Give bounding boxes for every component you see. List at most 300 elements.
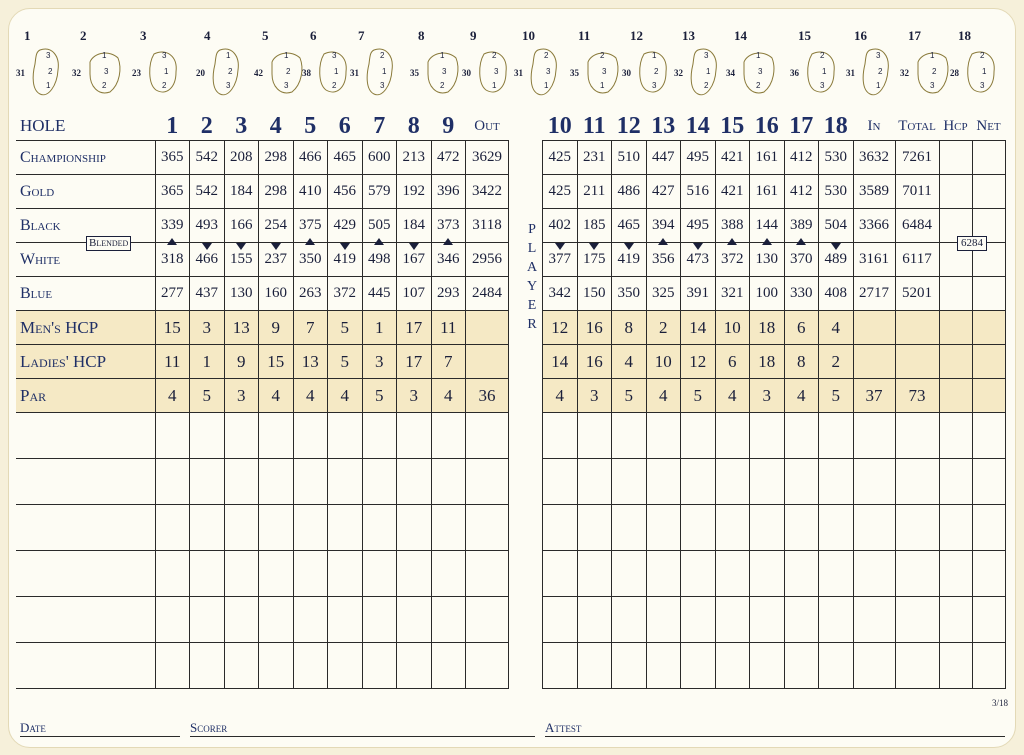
score-cell[interactable] [715, 551, 750, 597]
score-cell[interactable] [895, 459, 939, 505]
score-cell[interactable] [259, 643, 294, 689]
score-cell[interactable] [819, 597, 854, 643]
score-cell[interactable] [972, 551, 1005, 597]
score-cell[interactable] [190, 643, 225, 689]
score-cell[interactable] [543, 413, 578, 459]
score-cell[interactable] [328, 459, 363, 505]
score-cell[interactable] [224, 597, 259, 643]
score-cell[interactable] [259, 551, 294, 597]
score-cell[interactable] [155, 551, 190, 597]
green-hole-number: 6 [310, 28, 317, 43]
score-cell[interactable] [750, 505, 785, 551]
green-shape-icon [364, 44, 400, 102]
player-name-cell[interactable] [16, 505, 155, 551]
hole-value: 465 [612, 209, 647, 243]
score-cell[interactable] [466, 459, 509, 505]
score-cell[interactable] [646, 505, 681, 551]
hole-value: 391 [681, 277, 716, 311]
score-cell[interactable] [939, 413, 972, 459]
player-name-cell[interactable] [16, 643, 155, 689]
green-depth: 20 [196, 68, 205, 78]
green-diagram [570, 28, 622, 112]
score-cell[interactable] [224, 413, 259, 459]
hole-value: 516 [681, 175, 716, 209]
hole-value: 505 [362, 209, 397, 243]
hole-number: 5 [293, 112, 328, 141]
score-cell[interactable] [612, 551, 647, 597]
date-line[interactable] [20, 736, 180, 737]
hole-value: 5 [612, 379, 647, 413]
score-cell[interactable] [853, 597, 895, 643]
player-label-letter: Y [526, 279, 540, 294]
player-gap [509, 551, 543, 597]
hole-value: 192 [397, 175, 432, 209]
score-cell[interactable] [819, 643, 854, 689]
green-diagrams-strip [16, 28, 1008, 112]
out-label: Out [466, 112, 509, 141]
score-cell[interactable] [895, 505, 939, 551]
score-cell[interactable] [155, 413, 190, 459]
hole-value: 6 [784, 311, 819, 345]
score-cell[interactable] [715, 505, 750, 551]
score-cell[interactable] [681, 505, 716, 551]
triangle-down-icon [409, 243, 419, 250]
player-name-cell[interactable] [16, 459, 155, 505]
green-depth: 31 [846, 68, 855, 78]
hole-value: 2 [819, 345, 854, 379]
player-label-letter: L [527, 241, 539, 256]
player-name-cell[interactable] [16, 413, 155, 459]
score-cell[interactable] [646, 551, 681, 597]
blended-total: 6284 [957, 236, 987, 251]
score-cell[interactable] [681, 597, 716, 643]
green-diagram [462, 28, 514, 112]
green-hole-number: 5 [262, 28, 269, 43]
score-cell[interactable] [577, 505, 612, 551]
green-diagram [790, 28, 842, 112]
score-cell[interactable] [397, 551, 432, 597]
hole-value: 389 [784, 209, 819, 243]
svg-text:3: 3 [332, 51, 337, 60]
hole-value: 412 [784, 175, 819, 209]
triangle-down-icon [202, 243, 212, 250]
player-score-row[interactable] [16, 597, 1005, 643]
player-score-row[interactable] [16, 505, 1005, 551]
score-cell[interactable] [715, 643, 750, 689]
score-cell[interactable] [819, 551, 854, 597]
score-cell[interactable] [190, 459, 225, 505]
score-cell[interactable] [612, 413, 647, 459]
hole-value: 254 [259, 209, 294, 243]
hole-value: 4 [715, 379, 750, 413]
green-hole-number: 15 [798, 28, 811, 43]
score-cell[interactable] [293, 643, 328, 689]
score-cell[interactable] [224, 459, 259, 505]
green-hole-number: 14 [734, 28, 747, 43]
tee-name: White [16, 243, 155, 277]
score-cell[interactable] [853, 413, 895, 459]
score-cell[interactable] [362, 459, 397, 505]
in-value: 37 [853, 379, 895, 413]
score-cell[interactable] [577, 413, 612, 459]
triangle-up-icon [305, 238, 315, 245]
hole-value: 5 [328, 345, 363, 379]
score-cell[interactable] [224, 643, 259, 689]
out-value: 3422 [466, 175, 509, 209]
score-cell[interactable] [431, 413, 466, 459]
net-value [972, 311, 1005, 345]
hole-value: 130 [750, 243, 785, 277]
hole-value: 10 [646, 345, 681, 379]
blended-tag: Blended [86, 236, 131, 251]
hole-number: 7 [362, 112, 397, 141]
score-cell[interactable] [577, 643, 612, 689]
svg-text:3: 3 [704, 51, 709, 60]
hole-value: 4 [646, 379, 681, 413]
hcp-value [939, 175, 972, 209]
score-cell[interactable] [259, 597, 294, 643]
svg-text:3: 3 [442, 67, 447, 76]
svg-text:2: 2 [286, 67, 291, 76]
scorecard-table [16, 112, 1006, 689]
triangle-up-icon [658, 238, 668, 245]
hole-number: 18 [819, 112, 854, 141]
score-cell[interactable] [819, 505, 854, 551]
net-label: Net [972, 112, 1005, 141]
hole-value: 489 [819, 243, 854, 277]
score-cell[interactable] [466, 413, 509, 459]
svg-text:2: 2 [332, 81, 337, 90]
green-diagram [410, 28, 462, 112]
score-cell[interactable] [612, 505, 647, 551]
score-cell[interactable] [577, 551, 612, 597]
score-cell[interactable] [431, 643, 466, 689]
hole-value: 213 [397, 141, 432, 175]
hole-value: 17 [397, 345, 432, 379]
hole-value: 7 [293, 311, 328, 345]
score-cell[interactable] [646, 643, 681, 689]
score-cell[interactable] [328, 413, 363, 459]
player-score-row[interactable] [16, 459, 1005, 505]
green-shape-icon [688, 44, 724, 102]
green-depth: 31 [16, 68, 25, 78]
score-cell[interactable] [895, 597, 939, 643]
score-cell[interactable] [224, 505, 259, 551]
hole-value: 277 [155, 277, 190, 311]
score-cell[interactable] [750, 459, 785, 505]
score-cell[interactable] [543, 597, 578, 643]
hole-value: 321 [715, 277, 750, 311]
score-cell[interactable] [612, 643, 647, 689]
score-cell[interactable] [750, 597, 785, 643]
hole-value: 150 [577, 277, 612, 311]
hole-value: 365 [155, 141, 190, 175]
tee-row [16, 175, 1005, 209]
hcp-value [939, 141, 972, 175]
score-cell[interactable] [543, 643, 578, 689]
green-depth: 30 [622, 68, 631, 78]
score-cell[interactable] [612, 597, 647, 643]
score-cell[interactable] [362, 597, 397, 643]
score-cell[interactable] [155, 597, 190, 643]
score-cell[interactable] [190, 505, 225, 551]
player-name-cell[interactable] [16, 597, 155, 643]
score-cell[interactable] [155, 505, 190, 551]
score-cell[interactable] [646, 459, 681, 505]
hole-value: 425 [543, 141, 578, 175]
score-cell[interactable] [972, 505, 1005, 551]
hole-value: 318 [155, 243, 190, 277]
score-cell[interactable] [612, 459, 647, 505]
score-cell[interactable] [293, 551, 328, 597]
score-cell[interactable] [715, 459, 750, 505]
triangle-up-icon [167, 238, 177, 245]
score-cell[interactable] [939, 597, 972, 643]
score-cell[interactable] [397, 643, 432, 689]
hole-value: 412 [784, 141, 819, 175]
score-cell[interactable] [853, 459, 895, 505]
green-depth: 31 [350, 68, 359, 78]
green-hole-number: 3 [140, 28, 147, 43]
player-label-letter: R [527, 317, 539, 332]
player-gap [509, 505, 543, 551]
triangle-down-icon [589, 243, 599, 250]
score-cell[interactable] [259, 505, 294, 551]
score-cell[interactable] [784, 505, 819, 551]
score-cell[interactable] [819, 459, 854, 505]
score-cell[interactable] [972, 643, 1005, 689]
score-cell[interactable] [853, 643, 895, 689]
hole-value: 14 [681, 311, 716, 345]
score-cell[interactable] [397, 505, 432, 551]
score-cell[interactable] [190, 597, 225, 643]
player-score-row[interactable] [16, 643, 1005, 689]
hcp-label: Hcp [939, 112, 972, 141]
hole-value: 4 [784, 379, 819, 413]
score-cell[interactable] [259, 459, 294, 505]
score-cell[interactable] [681, 459, 716, 505]
hole-value: 465 [328, 141, 363, 175]
hole-value: 447 [646, 141, 681, 175]
green-depth: 42 [254, 68, 263, 78]
score-cell[interactable] [750, 551, 785, 597]
score-cell[interactable] [293, 459, 328, 505]
score-cell[interactable] [784, 551, 819, 597]
hole-value: 4 [612, 345, 647, 379]
score-cell[interactable] [577, 597, 612, 643]
score-cell[interactable] [543, 505, 578, 551]
score-cell[interactable] [362, 413, 397, 459]
hole-value: 15 [155, 311, 190, 345]
tee-name: Par [16, 379, 155, 413]
score-cell[interactable] [972, 413, 1005, 459]
hole-value: 14 [543, 345, 578, 379]
score-cell[interactable] [466, 643, 509, 689]
score-cell[interactable] [853, 505, 895, 551]
score-cell[interactable] [681, 413, 716, 459]
hole-value: 3 [397, 379, 432, 413]
score-cell[interactable] [784, 413, 819, 459]
svg-text:3: 3 [602, 67, 607, 76]
green-shape-icon [964, 44, 1000, 102]
hole-value: 1 [362, 311, 397, 345]
hole-value: 18 [750, 311, 785, 345]
hole-value: 373 [431, 209, 466, 243]
hcp-value [939, 379, 972, 413]
green-diagram [16, 28, 68, 112]
score-cell[interactable] [972, 597, 1005, 643]
hole-value: 5 [681, 379, 716, 413]
score-cell[interactable] [431, 505, 466, 551]
hole-value: 130 [224, 277, 259, 311]
score-cell[interactable] [224, 551, 259, 597]
tee-name: Championship [16, 141, 155, 175]
green-diagram [132, 28, 184, 112]
hole-number: 10 [543, 112, 578, 141]
score-cell[interactable] [577, 459, 612, 505]
player-gap [509, 175, 543, 209]
hole-value: 530 [819, 141, 854, 175]
score-cell[interactable] [784, 597, 819, 643]
hole-value: 11 [431, 311, 466, 345]
score-cell[interactable] [819, 413, 854, 459]
score-cell[interactable] [397, 597, 432, 643]
svg-text:1: 1 [652, 51, 657, 60]
score-cell[interactable] [715, 597, 750, 643]
score-cell[interactable] [362, 643, 397, 689]
score-cell[interactable] [362, 551, 397, 597]
score-cell[interactable] [328, 597, 363, 643]
score-cell[interactable] [293, 597, 328, 643]
hole-value: 498 [362, 243, 397, 277]
green-depth: 32 [674, 68, 683, 78]
hole-value: 473 [681, 243, 716, 277]
score-cell[interactable] [646, 597, 681, 643]
hcp-row [16, 379, 1005, 413]
score-cell[interactable] [362, 505, 397, 551]
score-cell[interactable] [155, 459, 190, 505]
in-value: 3161 [853, 243, 895, 277]
score-cell[interactable] [895, 643, 939, 689]
score-cell[interactable] [750, 413, 785, 459]
hole-value: 472 [431, 141, 466, 175]
player-score-row[interactable] [16, 551, 1005, 597]
hcp-value [939, 345, 972, 379]
score-cell[interactable] [715, 413, 750, 459]
svg-text:3: 3 [980, 81, 985, 90]
hole-value: 12 [543, 311, 578, 345]
score-cell[interactable] [972, 459, 1005, 505]
green-shape-icon [86, 44, 122, 102]
score-cell[interactable] [784, 643, 819, 689]
green-diagram [514, 28, 566, 112]
hole-value: 167 [397, 243, 432, 277]
score-cell[interactable] [939, 459, 972, 505]
score-cell[interactable] [466, 505, 509, 551]
score-cell[interactable] [397, 413, 432, 459]
score-cell[interactable] [466, 551, 509, 597]
score-cell[interactable] [190, 551, 225, 597]
hole-value: 5 [328, 311, 363, 345]
hole-value: 466 [293, 141, 328, 175]
svg-text:2: 2 [820, 51, 825, 60]
green-depth: 36 [790, 68, 799, 78]
score-cell[interactable] [750, 643, 785, 689]
score-cell[interactable] [784, 459, 819, 505]
score-cell[interactable] [328, 505, 363, 551]
score-cell[interactable] [293, 505, 328, 551]
hole-value: 100 [750, 277, 785, 311]
score-cell[interactable] [939, 551, 972, 597]
score-cell[interactable] [190, 413, 225, 459]
hole-value: 365 [155, 175, 190, 209]
svg-text:1: 1 [756, 51, 761, 60]
total-value [895, 311, 939, 345]
net-value [972, 175, 1005, 209]
hole-number: 15 [715, 112, 750, 141]
hole-number: 14 [681, 112, 716, 141]
score-cell[interactable] [466, 597, 509, 643]
svg-text:2: 2 [440, 81, 445, 90]
scorer-line[interactable] [190, 736, 535, 737]
green-depth: 35 [570, 68, 579, 78]
score-cell[interactable] [293, 413, 328, 459]
svg-text:2: 2 [600, 51, 605, 60]
hole-value: 11 [155, 345, 190, 379]
hcp-row [16, 345, 1005, 379]
svg-text:3: 3 [930, 81, 935, 90]
net-value [972, 345, 1005, 379]
green-diagram [254, 28, 306, 112]
hole-value: 466 [190, 243, 225, 277]
hole-value: 495 [681, 209, 716, 243]
hole-value: 456 [328, 175, 363, 209]
svg-text:1: 1 [334, 67, 339, 76]
triangle-up-icon [796, 238, 806, 245]
score-cell[interactable] [431, 597, 466, 643]
score-cell[interactable] [895, 551, 939, 597]
score-cell[interactable] [681, 643, 716, 689]
score-cell[interactable] [939, 505, 972, 551]
green-hole-number: 18 [958, 28, 971, 43]
score-cell[interactable] [259, 413, 294, 459]
score-cell[interactable] [431, 459, 466, 505]
hole-value: 2 [646, 311, 681, 345]
score-cell[interactable] [328, 551, 363, 597]
score-cell[interactable] [155, 643, 190, 689]
player-name-cell[interactable] [16, 551, 155, 597]
total-value: 73 [895, 379, 939, 413]
score-cell[interactable] [853, 551, 895, 597]
attest-line[interactable] [545, 736, 1005, 737]
score-cell[interactable] [646, 413, 681, 459]
score-cell[interactable] [939, 643, 972, 689]
score-cell[interactable] [431, 551, 466, 597]
score-cell[interactable] [328, 643, 363, 689]
hole-value: 427 [646, 175, 681, 209]
score-cell[interactable] [543, 551, 578, 597]
hole-value: 17 [397, 311, 432, 345]
green-shape-icon [30, 44, 66, 102]
score-cell[interactable] [397, 459, 432, 505]
score-cell[interactable] [895, 413, 939, 459]
green-hole-number: 7 [358, 28, 365, 43]
score-cell[interactable] [543, 459, 578, 505]
player-score-row[interactable] [16, 413, 1005, 459]
green-shape-icon [424, 44, 460, 102]
score-cell[interactable] [681, 551, 716, 597]
svg-text:1: 1 [600, 81, 605, 90]
